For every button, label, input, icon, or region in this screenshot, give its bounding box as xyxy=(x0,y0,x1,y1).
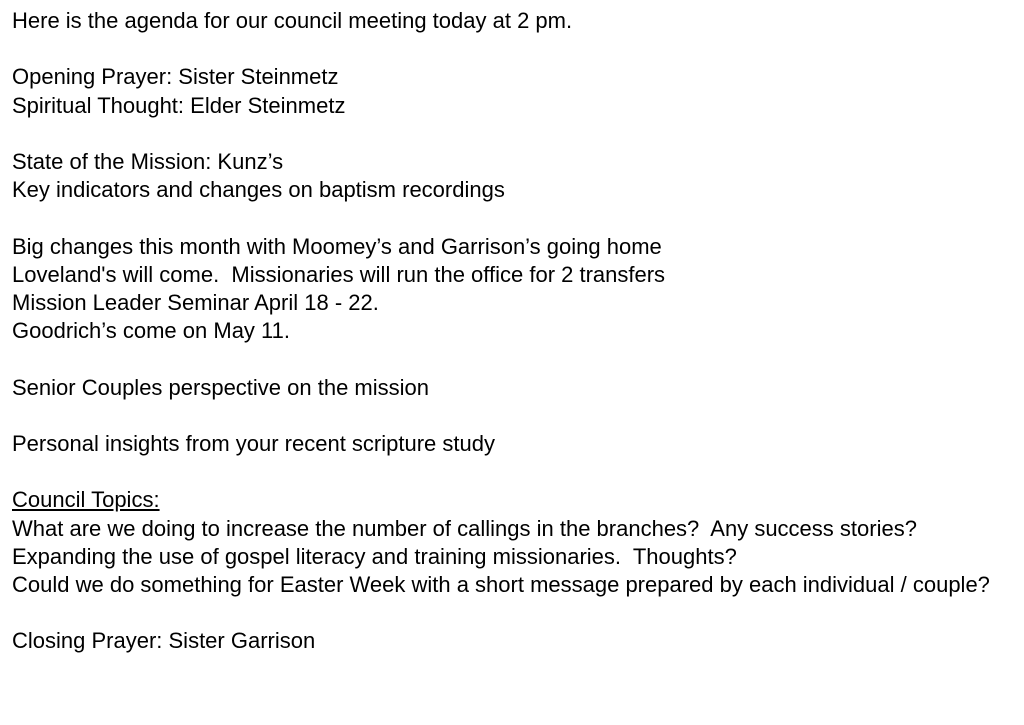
spacer xyxy=(12,35,1016,63)
council-topic-item: Could we do something for Easter Week with a short message prepared by each individual / couple? xyxy=(12,571,990,597)
personal-insights-item: Personal insights from your recent scripture study xyxy=(12,430,495,456)
change-item: Loveland's will come. Missionaries will run the office for 2 transfers xyxy=(12,261,666,287)
spacer xyxy=(12,458,1016,486)
intro-text: Here is the agenda for our council meeting today at 2 pm. xyxy=(12,8,573,33)
opening-prayer: Opening Prayer: Sister Steinmetz xyxy=(12,64,339,90)
state-of-mission-heading: State of the Mission: Kunz’s xyxy=(12,148,284,174)
agenda-document xyxy=(12,7,1016,656)
spiritual-thought: Spiritual Thought: Elder Steinmetz xyxy=(12,92,346,118)
change-item: Mission Leader Seminar April 18 - 22. xyxy=(12,289,379,315)
spacer xyxy=(12,599,1016,627)
spacer xyxy=(12,204,1016,232)
senior-couples-item: Senior Couples perspective on the mission xyxy=(12,374,430,400)
closing-prayer: Closing Prayer: Sister Garrison xyxy=(12,628,316,654)
change-item: Goodrich’s come on May 11. xyxy=(12,318,290,344)
council-topics-heading: Council Topics: xyxy=(12,487,160,513)
spacer xyxy=(12,120,1016,148)
spacer xyxy=(12,345,1016,373)
change-item: Big changes this month with Moomey’s and Garrison’s going home xyxy=(12,233,662,259)
council-topic-item: Expanding the use of gospel literacy and training missionaries. Thoughts? xyxy=(12,543,737,569)
state-of-mission-detail: Key indicators and changes on baptism recordings xyxy=(12,177,505,203)
council-topic-item: What are we doing to increase the number of callings in the branches? Any success stories? xyxy=(12,515,917,541)
spacer xyxy=(12,402,1016,430)
